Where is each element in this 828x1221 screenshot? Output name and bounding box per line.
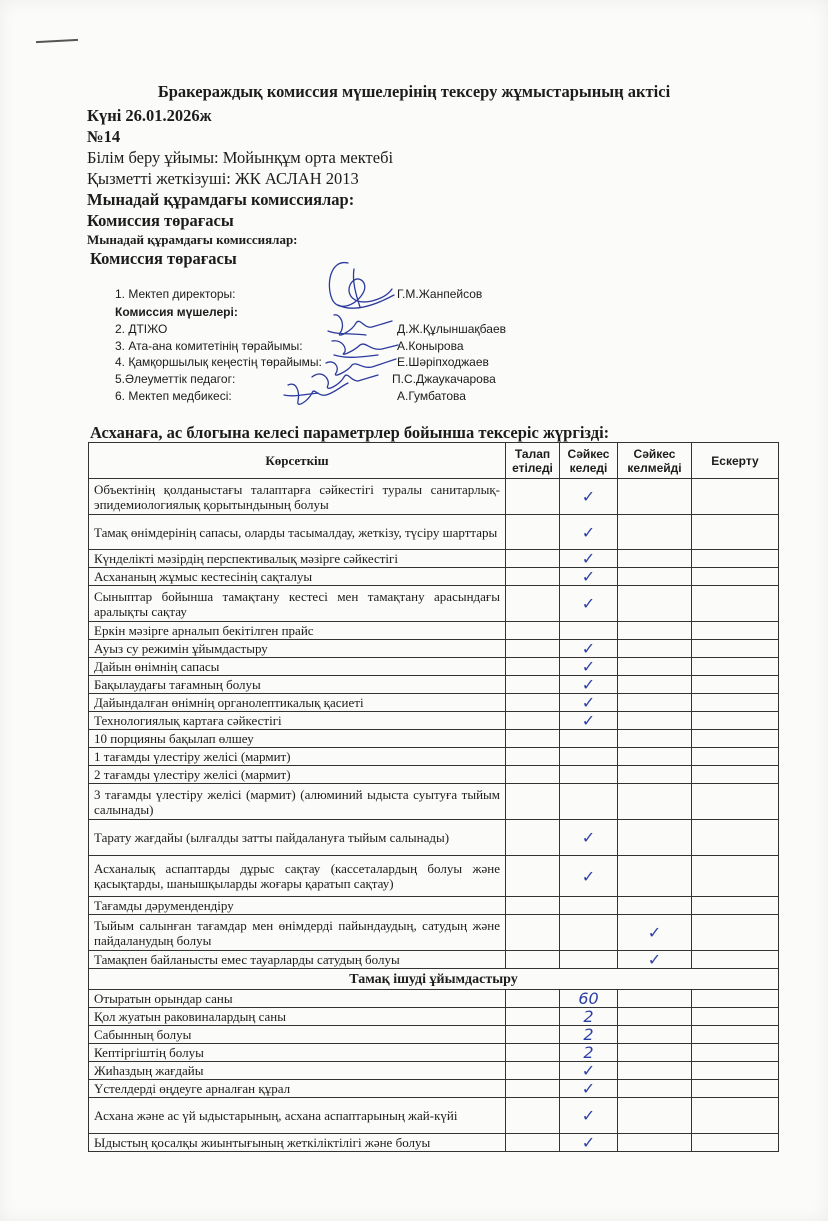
check-mark: ✓ <box>560 479 618 515</box>
not-matches-cell <box>618 820 692 856</box>
section-row <box>89 969 779 990</box>
member-4-role: 4. Қамқоршылық кеңестің төрайымы: <box>115 355 322 369</box>
indicator-cell: Тағамды дәрумендендіру <box>89 897 506 915</box>
required-cell <box>506 856 560 897</box>
not-matches-cell <box>618 1062 692 1080</box>
indicator-cell: Отыратын орындар саны <box>89 990 506 1008</box>
table-row <box>89 712 779 730</box>
note-cell <box>692 990 779 1008</box>
director-name: Г.М.Жанпейсов <box>397 287 483 301</box>
member-3-role: 3. Ата-ана комитетінің төрайымы: <box>115 339 303 353</box>
not-matches-cell <box>618 622 692 640</box>
not-matches-cell <box>618 1098 692 1134</box>
required-cell <box>506 1008 560 1026</box>
indicator-cell: Асханалық аспаптарды дұрыс сақтау (кассеталардың болуы және қасықтарды, шанышқыларды жоғары қаратып сақтау) <box>89 856 506 897</box>
indicator-cell: 1 тағамды үлестіру желісі (мармит) <box>89 748 506 766</box>
table-row <box>89 658 779 676</box>
matches-cell <box>560 897 618 915</box>
required-cell <box>506 586 560 622</box>
check-mark: ✓ <box>560 676 618 694</box>
required-cell <box>506 1044 560 1062</box>
required-cell <box>506 730 560 748</box>
date-line: Күні 26.01.2026ж <box>87 106 212 125</box>
required-cell <box>506 1026 560 1044</box>
handwritten-value: 2 <box>560 1008 618 1026</box>
indicator-cell: Ауыз су режимін ұйымдастыру <box>89 640 506 658</box>
check-mark: ✓ <box>560 515 618 550</box>
note-cell <box>692 586 779 622</box>
indicator-cell: Тамақ өнімдерінің сапасы, оларды тасымалдау, жеткізу, түсіру шарттары <box>89 515 506 550</box>
matches-cell <box>560 730 618 748</box>
member-3-name: А.Конырова <box>397 339 464 353</box>
table-row <box>89 640 779 658</box>
table-header-row <box>89 443 779 479</box>
note-cell <box>692 1134 779 1152</box>
not-matches-cell <box>618 856 692 897</box>
not-matches-cell <box>618 640 692 658</box>
table-row <box>89 622 779 640</box>
required-cell <box>506 1098 560 1134</box>
table-row <box>89 820 779 856</box>
table-row <box>89 1026 779 1044</box>
check-mark: ✓ <box>560 856 618 897</box>
not-matches-cell <box>618 897 692 915</box>
indicator-cell: Асхананың жұмыс кестесінің сақталуы <box>89 568 506 586</box>
table-row <box>89 1080 779 1098</box>
indicator-cell: Жиһаздың жағдайы <box>89 1062 506 1080</box>
handwritten-value: 2 <box>560 1044 618 1062</box>
not-matches-cell <box>618 1044 692 1062</box>
required-cell <box>506 915 560 951</box>
table-row <box>89 1008 779 1026</box>
not-matches-cell <box>618 766 692 784</box>
not-matches-cell <box>618 1080 692 1098</box>
member-2-name: Д.Ж.Құлыншақбаев <box>397 322 506 336</box>
indicator-cell: Технологиялық картаға сәйкестігі <box>89 712 506 730</box>
indicator-cell: Тарату жағдайы (ылғалды затты пайдалануға тыйым салынады) <box>89 820 506 856</box>
note-cell <box>692 820 779 856</box>
required-cell <box>506 748 560 766</box>
member-5-role: 5.Әлеуметтік педагог: <box>115 372 236 386</box>
col-note: Ескерту <box>692 443 779 479</box>
note-cell <box>692 694 779 712</box>
matches-cell <box>560 915 618 951</box>
section-title: Тамақ ішуді ұйымдастыру <box>89 969 779 990</box>
table-row <box>89 951 779 969</box>
table-row <box>89 748 779 766</box>
required-cell <box>506 640 560 658</box>
table-row <box>89 586 779 622</box>
note-cell <box>692 784 779 820</box>
table-row <box>89 568 779 586</box>
not-matches-cell <box>618 748 692 766</box>
note-cell <box>692 515 779 550</box>
indicator-cell: Бақылаудағы тағамның болуы <box>89 676 506 694</box>
indicator-cell: Дайындалған өнімнің органолептикалық қасиеті <box>89 694 506 712</box>
table-row <box>89 1044 779 1062</box>
table-row <box>89 730 779 748</box>
note-cell <box>692 748 779 766</box>
organization-line: Білім беру ұйымы: Мойынқұм орта мектебі <box>87 148 394 167</box>
table-row <box>89 694 779 712</box>
indicator-cell: Дайын өнімнің сапасы <box>89 658 506 676</box>
not-matches-cell <box>618 1008 692 1026</box>
not-matches-cell <box>618 730 692 748</box>
required-cell <box>506 1134 560 1152</box>
col-matches: Сәйкес келеді <box>560 443 618 479</box>
indicator-cell: Асхана және ас үй ыдыстарының, асхана аспаптарының жай-күйі <box>89 1098 506 1134</box>
note-cell <box>692 951 779 969</box>
note-cell <box>692 658 779 676</box>
required-cell <box>506 820 560 856</box>
required-cell <box>506 479 560 515</box>
indicator-cell: Сабынның болуы <box>89 1026 506 1044</box>
indicator-cell: Күнделікті мәзірдің перспективалық мәзірге сәйкестігі <box>89 550 506 568</box>
col-not-matches: Сәйкес келмейді <box>618 443 692 479</box>
table-row <box>89 990 779 1008</box>
note-cell <box>692 1026 779 1044</box>
check-mark: ✓ <box>560 658 618 676</box>
required-cell <box>506 1062 560 1080</box>
note-cell <box>692 479 779 515</box>
table-row <box>89 515 779 550</box>
note-cell <box>692 712 779 730</box>
note-cell <box>692 766 779 784</box>
check-mark: ✓ <box>560 1062 618 1080</box>
required-cell <box>506 951 560 969</box>
composition-heading-2: Мынадай құрамдағы комиссиялар: <box>87 232 298 247</box>
matches-cell <box>560 748 618 766</box>
table-row <box>89 766 779 784</box>
members-heading: Комиссия мүшелері: <box>115 305 238 319</box>
check-mark: ✓ <box>560 1098 618 1134</box>
note-cell <box>692 550 779 568</box>
table-row <box>89 897 779 915</box>
required-cell <box>506 766 560 784</box>
matches-cell <box>560 784 618 820</box>
required-cell <box>506 568 560 586</box>
check-mark: ✓ <box>560 694 618 712</box>
indicator-cell: Кептіргіштің болуы <box>89 1044 506 1062</box>
indicator-cell: 3 тағамды үлестіру желісі (мармит) (алюминий ыдыста суытуға тыйым салынады) <box>89 784 506 820</box>
matches-cell <box>560 951 618 969</box>
supplier-line: Қызметті жеткізуші: ЖК АСЛАН 2013 <box>87 169 359 188</box>
check-mark: ✓ <box>560 568 618 586</box>
check-mark: ✓ <box>560 712 618 730</box>
not-matches-cell <box>618 568 692 586</box>
not-matches-cell <box>618 784 692 820</box>
indicator-cell: Үстелдерді өңдеуге арналған құрал <box>89 1080 506 1098</box>
note-cell <box>692 1098 779 1134</box>
act-number: №14 <box>87 127 121 146</box>
note-cell <box>692 568 779 586</box>
table-row <box>89 550 779 568</box>
required-cell <box>506 784 560 820</box>
required-cell <box>506 676 560 694</box>
member-5-name: П.С.Джаукачарова <box>392 372 496 386</box>
composition-heading: Мынадай құрамдағы комиссиялар: <box>87 190 355 209</box>
note-cell <box>692 915 779 951</box>
note-cell <box>692 1062 779 1080</box>
chairman-heading: Комиссия төрағасы <box>87 211 234 230</box>
note-cell <box>692 676 779 694</box>
check-mark: ✓ <box>560 586 618 622</box>
indicator-cell: Объектінің қолданыстағы талаптарға сәйкестігі туралы санитарлық-эпидемиологиялық қорытындының болуы <box>89 479 506 515</box>
required-cell <box>506 550 560 568</box>
indicator-cell: 2 тағамды үлестіру желісі (мармит) <box>89 766 506 784</box>
chairman-heading-2: Комиссия төрағасы <box>90 249 237 268</box>
handwritten-value: 2 <box>560 1026 618 1044</box>
indicator-cell: Еркін мәзірге арналып бекітілген прайс <box>89 622 506 640</box>
not-matches-cell <box>618 1026 692 1044</box>
scan-mark <box>36 39 78 43</box>
check-mark: ✓ <box>560 640 618 658</box>
required-cell <box>506 990 560 1008</box>
inspection-heading: Асханаға, ас блогына келесі параметрлер бойынша тексеріс жүргізді: <box>90 423 610 442</box>
note-cell <box>692 622 779 640</box>
table-row <box>89 1098 779 1134</box>
check-mark: ✓ <box>560 1080 618 1098</box>
required-cell <box>506 694 560 712</box>
note-cell <box>692 1080 779 1098</box>
indicator-cell: Тамақпен байланысты емес тауарларды сатудың болуы <box>89 951 506 969</box>
note-cell <box>692 1044 779 1062</box>
table-row <box>89 1062 779 1080</box>
not-matches-cell <box>618 712 692 730</box>
indicator-cell: Тыйым салынған тағамдар мен өнімдерді пайындаудың, сатудың және пайдаланудың болуы <box>89 915 506 951</box>
not-matches-cell <box>618 550 692 568</box>
required-cell <box>506 1080 560 1098</box>
matches-cell <box>560 622 618 640</box>
table-row <box>89 915 779 951</box>
note-cell <box>692 897 779 915</box>
note-cell <box>692 730 779 748</box>
note-cell <box>692 640 779 658</box>
inspection-table <box>88 442 779 1152</box>
indicator-cell: Қол жуатын раковиналардың саны <box>89 1008 506 1026</box>
table-row <box>89 784 779 820</box>
indicator-cell: Ыдыстың қосалқы жиынтығының жеткіліктілігі және болуы <box>89 1134 506 1152</box>
check-mark: ✓ <box>560 550 618 568</box>
check-mark: ✓ <box>618 951 692 969</box>
col-indicator: Көрсеткіш <box>89 443 506 479</box>
not-matches-cell <box>618 479 692 515</box>
required-cell <box>506 897 560 915</box>
not-matches-cell <box>618 676 692 694</box>
required-cell <box>506 658 560 676</box>
not-matches-cell <box>618 990 692 1008</box>
col-required: Талап етіледі <box>506 443 560 479</box>
member-2-role: 2. ДТІЖО <box>115 322 168 336</box>
check-mark: ✓ <box>560 1134 618 1152</box>
note-cell <box>692 1008 779 1026</box>
required-cell <box>506 515 560 550</box>
table-row <box>89 479 779 515</box>
handwritten-signatures <box>268 255 408 415</box>
member-4-name: Е.Шәріпходжаев <box>397 355 489 369</box>
table-row <box>89 856 779 897</box>
required-cell <box>506 622 560 640</box>
not-matches-cell <box>618 658 692 676</box>
not-matches-cell <box>618 694 692 712</box>
indicator-cell: 10 порцияны бақылап өлшеу <box>89 730 506 748</box>
not-matches-cell <box>618 1134 692 1152</box>
note-cell <box>692 856 779 897</box>
indicator-cell: Сыныптар бойынша тамақтану кестесі мен тамақтану арасындағы аралықты сақтау <box>89 586 506 622</box>
not-matches-cell <box>618 515 692 550</box>
member-6-name: А.Гумбатова <box>397 389 466 403</box>
table-row <box>89 676 779 694</box>
not-matches-cell <box>618 586 692 622</box>
document-title: Бракераждық комиссия мүшелерінің тексеру жұмыстарының актісі <box>157 82 671 101</box>
director-role: 1. Мектеп директоры: <box>115 287 236 301</box>
member-6-role: 6. Мектеп медбикесі: <box>115 389 232 403</box>
table-row <box>89 1134 779 1152</box>
check-mark: ✓ <box>618 915 692 951</box>
matches-cell <box>560 766 618 784</box>
check-mark: ✓ <box>560 820 618 856</box>
required-cell <box>506 712 560 730</box>
handwritten-value: 60 <box>560 990 618 1008</box>
